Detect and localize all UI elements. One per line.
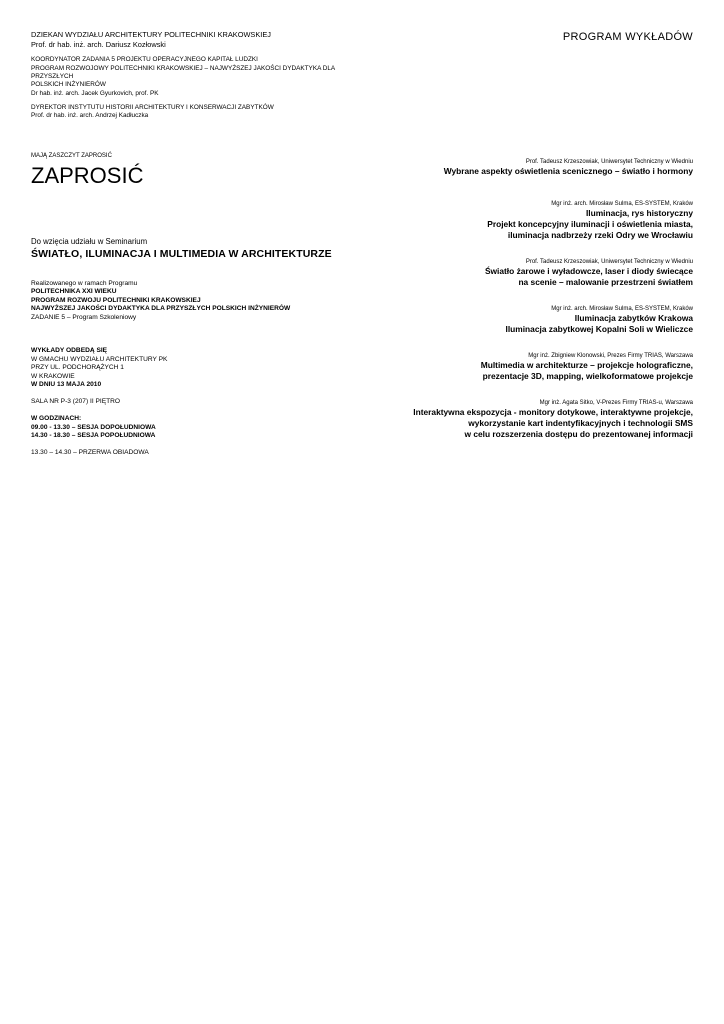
lecture-item xyxy=(273,352,693,382)
lecture-item xyxy=(273,258,693,288)
lecture-topic-line: Interaktywna ekspozycja - monitory dotykowe, interaktywne projekcje, xyxy=(413,407,693,417)
lecture-speaker: Mgr inż. Zbigniew Klonowski, Prezes Firmy TRIAS, Warszawa xyxy=(528,353,693,359)
coordinator-line-2: PROGRAM ROZWOJOWY POLITECHNIKI KRAKOWSKIEJ – NAJWYŻSZEJ JAKOŚCI DYDAKTYKA DLA PRZYSZŁYCH xyxy=(31,64,335,80)
program-line-3: NAJWYŻSZEJ JAKOŚCI DYDAKTYKA DLA PRZYSZŁYCH POLSKICH INŻYNIERÓW xyxy=(31,305,291,313)
lecture-item xyxy=(273,158,693,177)
lecture-topic-line: Wybrane aspekty oświetlenia scenicznego – światło i hormony xyxy=(443,166,693,176)
session-morning: 09.00 - 13.30 – SESJA DOPOŁUDNIOWA xyxy=(31,423,156,431)
lecture-item xyxy=(273,399,693,440)
venue-heading: WYKŁADY ODBEDĄ SIĘ xyxy=(31,347,108,354)
director-title: DYREKTOR INSTYTUTU HISTORII ARCHITEKTURY I KONSERWACJI ZABYTKÓW xyxy=(31,103,274,111)
venue-info xyxy=(31,347,167,458)
coordinator-name: Dr hab. inż. arch. Jacek Gyurkovich, prof. PK xyxy=(31,89,159,97)
program-line-4: ZADANIE 5 – Program Szkoleniowy xyxy=(31,313,137,321)
venue-street: PRZY UL. PODCHORĄŻYCH 1 xyxy=(31,364,124,371)
coordinator-line-3: POLSKICH INŻYNIERÓW xyxy=(31,81,106,89)
lunch-break: 13.30 – 14.30 – PRZERWA OBIADOWA xyxy=(31,449,149,456)
venue-city: W KRAKOWIE xyxy=(31,372,75,380)
lecture-speaker: Prof. Tadeusz Krzeszowiak, Uniwersytet Techniczny w Wiedniu xyxy=(525,159,693,165)
venue-date: W DNIU 13 MAJA 2010 xyxy=(31,381,102,388)
program-line-1: POLITECHNIKA XXI WIEKU xyxy=(31,288,117,296)
director-name: Prof. dr hab. inż. arch. Andrzej Kadłuczka xyxy=(31,112,149,120)
lecture-speaker: Prof. Tadeusz Krzeszowiak, Uniwersytet Techniczny w Wiedniu xyxy=(525,259,693,265)
authorities-block xyxy=(31,30,361,120)
hours-heading: W GODZINACH: xyxy=(31,415,82,422)
program-heading: PROGRAM WYKŁADÓW xyxy=(562,31,693,43)
coordinator-line-1: KOORDYNATOR ZADANIA 5 PROJEKTU OPERACYJNEGO KAPITAŁ LUDZKI xyxy=(31,56,258,64)
lecture-topic-line: Światło żarowe i wyładowcze, laser i diody świecące xyxy=(484,266,693,276)
lecture-speaker: Mgr inż. arch. Mirosław Sulma, ES-SYSTEM, Kraków xyxy=(551,306,693,312)
lecture-topic-line: iluminacja nadbrzeży rzeki Odry we Wrocławiu xyxy=(507,230,693,240)
dean-name: Prof. dr hab. inż. arch. Dariusz Kozłowski xyxy=(31,40,166,50)
director-block xyxy=(31,104,361,121)
lecture-topic-line: Multimedia w architekturze – projekcje holograficzne, xyxy=(480,360,693,370)
lecture-topic-line: prezentacje 3D, mapping, wielkoformatowe projekcje xyxy=(482,371,693,381)
seminar-title: ŚWIATŁO, ILUMINACJA I MULTIMEDIA W ARCHITEKTURZE xyxy=(31,248,332,260)
program-info xyxy=(31,280,290,322)
dean-title: DZIEKAN WYDZIAŁU ARCHITEKTURY POLITECHNIKI KRAKOWSKIEJ xyxy=(31,30,271,39)
lecture-topic-line: na scenie – malowanie przestrzeni światłem xyxy=(518,277,693,287)
lecture-topic-line: wykorzystanie kart indentyfikacyjnych i technologii SMS xyxy=(468,418,693,428)
lecture-topic-line: w celu rozszerzenia dostępu do prezentowanej informacji xyxy=(464,429,693,439)
lecture-speaker: Mgr inż. arch. Mirosław Sulma, ES-SYSTEM, Kraków xyxy=(551,201,693,207)
dean-block xyxy=(31,30,361,50)
program-intro: Realizowanego w ramach Programu xyxy=(31,280,138,287)
seminar-intro: Do wzięcia udziału w Seminarium xyxy=(31,237,148,246)
lecture-item xyxy=(273,200,693,241)
invite-small-text: MAJĄ ZASZCZYT ZAPROSIĆ xyxy=(31,153,112,159)
lecture-topic-line: Iluminacja, rys historyczny xyxy=(585,208,693,218)
lecture-topic-line: Iluminacja zabytkowej Kopalni Soli w Wieliczce xyxy=(505,324,693,334)
session-afternoon: 14.30 - 18.30 – SESJA POPOŁUDNIOWA xyxy=(31,432,156,439)
invite-big-text: ZAPROSIĆ xyxy=(31,163,144,188)
coordinator-block xyxy=(31,56,361,97)
lecture-list xyxy=(273,158,693,452)
venue-building: W GMACHU WYDZIAŁU ARCHITEKTURY PK xyxy=(31,355,168,363)
lecture-topic-line: Iluminacja zabytków Krakowa xyxy=(574,313,693,323)
lecture-speaker: Mgr inż. Agata Sitko, V-Prezes Firmy TRIAS-u, Warszawa xyxy=(539,400,693,406)
lecture-topic-line: Projekt koncepcyjny iluminacji i oświetlenia miasta, xyxy=(487,219,693,229)
program-line-2: PROGRAM ROZWOJU POLITECHNIKI KRAKOWSKIEJ xyxy=(31,296,201,304)
venue-room: SALA NR P-3 (207) II PIĘTRO xyxy=(31,398,121,405)
lecture-item xyxy=(273,305,693,335)
